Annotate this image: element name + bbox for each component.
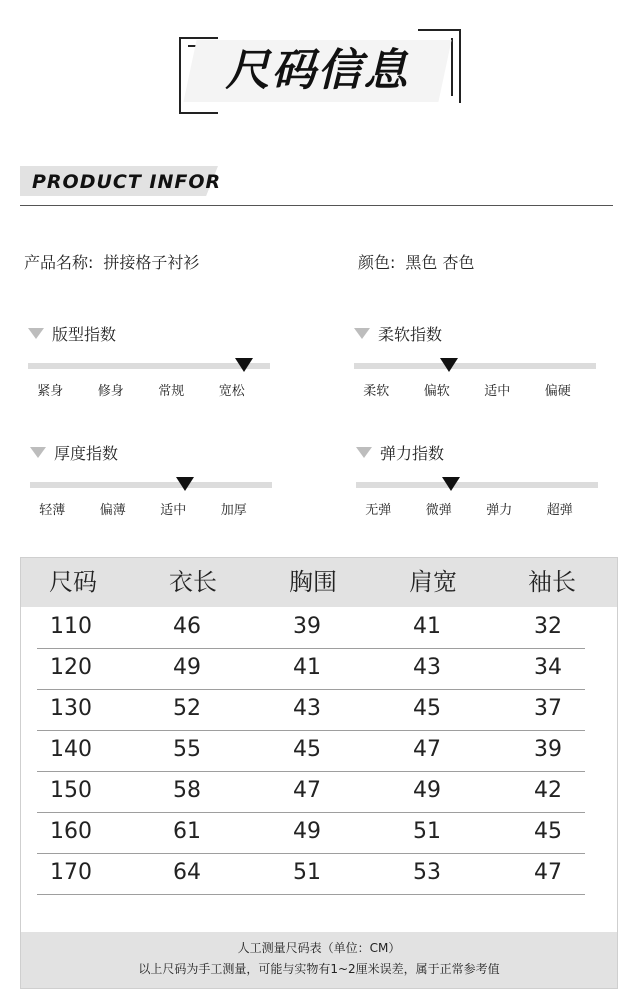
section-divider [20, 205, 613, 206]
elasticity-index-marker-icon [442, 477, 460, 491]
triangle-down-icon [28, 328, 44, 339]
table-cell: 43 [413, 655, 441, 680]
table-cell: 49 [293, 819, 321, 844]
product-color-label: 颜色: [358, 253, 396, 272]
table-cell: 42 [534, 778, 562, 803]
fit-index-title: 版型指数 [28, 322, 116, 345]
table-cell: 45 [413, 696, 441, 721]
triangle-down-icon [354, 328, 370, 339]
softness-index-option: 柔软 [363, 384, 390, 399]
table-cell: 55 [173, 737, 201, 762]
softness-index-marker-icon [440, 358, 458, 372]
table-cell: 46 [173, 614, 201, 639]
thickness-index-title: 厚度指数 [30, 441, 118, 464]
fit-index [28, 322, 273, 412]
table-cell: 140 [50, 737, 92, 762]
softness-index-option: 偏软 [423, 384, 450, 399]
thickness-index-option: 加厚 [220, 503, 247, 518]
fit-index-scale [28, 363, 270, 369]
fit-index-marker-icon [235, 358, 253, 372]
product-name [24, 250, 199, 273]
section-banner-label: PRODUCT INFOR [32, 171, 222, 193]
thickness-index-marker-icon [176, 477, 194, 491]
table-cell: 52 [173, 696, 201, 721]
table-cell: 170 [50, 860, 92, 885]
table-cell: 58 [173, 778, 201, 803]
thickness-index-option: 偏薄 [99, 503, 126, 518]
size-table-header [21, 558, 617, 607]
table-cell: 64 [173, 860, 201, 885]
measurement-unit-note: 人工测量尺码表（单位：CM） [237, 941, 401, 955]
table-cell: 53 [413, 860, 441, 885]
table-cell: 39 [293, 614, 321, 639]
table-cell: 51 [413, 819, 441, 844]
thickness-index-option: 适中 [160, 503, 187, 518]
elasticity-index [356, 441, 601, 531]
fit-index-option: 宽松 [218, 384, 245, 399]
thickness-index [30, 441, 275, 531]
softness-index-scale [354, 363, 596, 369]
header-cell-chest: 胸围 [289, 568, 337, 596]
table-cell: 32 [534, 614, 562, 639]
triangle-down-icon [30, 447, 46, 458]
table-row [37, 730, 585, 772]
elasticity-index-option: 超弹 [546, 503, 573, 518]
table-cell: 43 [293, 696, 321, 721]
fit-index-option: 常规 [158, 384, 185, 399]
triangle-down-icon [356, 447, 372, 458]
table-cell: 47 [534, 860, 562, 885]
table-cell: 110 [50, 614, 92, 639]
fit-index-option: 修身 [97, 384, 124, 399]
table-cell: 37 [534, 696, 562, 721]
product-name-label: 产品名称: [24, 253, 94, 272]
table-cell: 51 [293, 860, 321, 885]
softness-index [354, 322, 599, 412]
table-row [37, 689, 585, 731]
size-table-footer [21, 932, 617, 988]
table-cell: 45 [534, 819, 562, 844]
table-cell: 41 [293, 655, 321, 680]
measurement-disclaimer: 以上尺码为手工测量，可能与实物有1~2厘米误差，属于正常参考值 [138, 962, 500, 976]
page-title: 尺码信息 [225, 45, 410, 96]
header-cell-length: 衣长 [169, 568, 217, 596]
page-header [0, 0, 640, 130]
table-row [37, 812, 585, 854]
softness-index-title: 柔软指数 [354, 322, 442, 345]
table-row [37, 648, 585, 690]
table-cell: 49 [173, 655, 201, 680]
table-row [37, 853, 585, 895]
elasticity-index-scale [356, 482, 598, 488]
size-table [20, 557, 618, 989]
table-row [37, 607, 585, 649]
table-cell: 120 [50, 655, 92, 680]
elasticity-index-option: 弹力 [486, 503, 513, 518]
elasticity-index-title: 弹力指数 [356, 441, 444, 464]
table-cell: 61 [173, 819, 201, 844]
product-color [358, 250, 475, 273]
table-cell: 41 [413, 614, 441, 639]
table-cell: 47 [413, 737, 441, 762]
thickness-index-option: 轻薄 [39, 503, 66, 518]
header-cell-sleeve: 袖长 [528, 568, 576, 596]
table-cell: 130 [50, 696, 92, 721]
table-cell: 39 [534, 737, 562, 762]
table-cell: 150 [50, 778, 92, 803]
product-name-value: 拼接格子衬衫 [103, 253, 200, 272]
header-cell-shoulder: 肩宽 [409, 568, 457, 596]
elasticity-index-option: 无弹 [365, 503, 392, 518]
softness-index-option: 偏硬 [544, 384, 571, 399]
fit-index-option: 紧身 [37, 384, 64, 399]
table-cell: 47 [293, 778, 321, 803]
elasticity-index-option: 微弹 [425, 503, 452, 518]
softness-index-option: 适中 [484, 384, 511, 399]
product-color-value: 黑色 杏色 [405, 253, 475, 272]
table-row [37, 771, 585, 813]
table-cell: 49 [413, 778, 441, 803]
thickness-index-scale [30, 482, 272, 488]
table-cell: 34 [534, 655, 562, 680]
header-cell-size: 尺码 [49, 568, 97, 596]
table-cell: 45 [293, 737, 321, 762]
table-cell: 160 [50, 819, 92, 844]
